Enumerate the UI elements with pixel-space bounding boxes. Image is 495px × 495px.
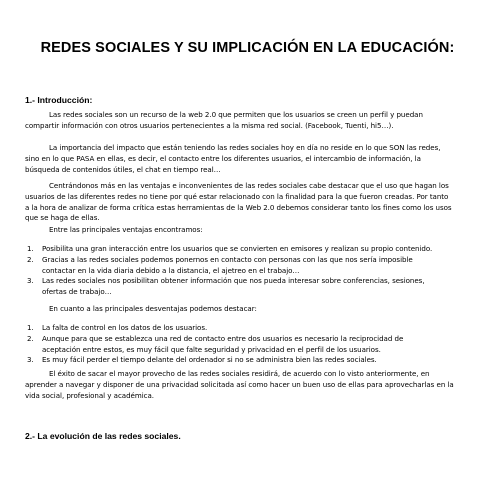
paragraph-2 (25, 143, 472, 175)
list-item (25, 323, 472, 334)
list-item (25, 244, 472, 255)
list-item-line: Posibilita una gran interacción entre los usuarios que se convierten en emisores y realizan su propio contenido. (42, 244, 433, 253)
paragraph-1-line: Las redes sociales son un recurso de la web 2.0 que permiten que los usuarios se creen un perfil y puedan (49, 110, 423, 119)
list-item-number: 1. (27, 323, 34, 332)
disadvantages-list (25, 323, 472, 366)
paragraph-6-line: vida social, profesional y académica. (25, 390, 154, 400)
advantages-list (25, 244, 472, 298)
paragraph-2-line: sino en lo que PASA en ellas, es decir, el contacto entre los diferentes usuarios, el intercambio de información, la (25, 153, 421, 163)
paragraph-4 (25, 225, 472, 236)
section-2-heading: 2.- La evolución de las redes sociales. (25, 431, 181, 441)
paragraph-3-line: Centrándonos más en las ventajas e inconvenientes de las redes sociales cabe destacar que el uso que hagan los (49, 181, 449, 190)
paragraph-2-line: búsqueda de contenidos útiles, el chat en tiempo real… (25, 164, 221, 174)
list-item-number: 2. (27, 254, 34, 264)
list-item-line: contactar en la vida diaria debido a la distancia, el ajetreo en el trabajo… (42, 265, 300, 275)
paragraph-2-line: La importancia del impacto que están teniendo las redes sociales hoy en día no reside en lo que SON las redes, (49, 143, 441, 152)
list-item-line: aceptación entre estos, es muy fácil que falte seguridad y privacidad en el perfil de los usuarios. (42, 344, 381, 354)
list-item (25, 276, 472, 298)
paragraph-3-line: a la hora de analizar de forma crítica estas herramientas de la Web 2.0 debemos considerar tanto los fines como los usos (25, 202, 452, 212)
list-item-line: La falta de control en los datos de los usuarios. (42, 323, 208, 332)
section-1-heading: 1.- Introducción: (25, 95, 93, 105)
paragraph-3-line: que se haga de ellas. (25, 213, 100, 223)
list-item-number: 1. (27, 244, 34, 253)
paragraph-6-line: El éxito de sacar el mayor provecho de las redes sociales residirá, de acuerdo con lo visto anteriormente, en (49, 369, 430, 378)
list-item (25, 255, 472, 277)
list-item-line: Gracias a las redes sociales podemos ponernos en contacto con personas con las que nos sería imposible (42, 254, 413, 264)
paragraph-4-text: Entre las principales ventajas encontramos: (49, 225, 203, 234)
paragraph-5 (25, 304, 472, 315)
paragraph-6-line: aprender a navegar y disponer de una privacidad solicitada así como hacer un buen uso de ellas para aprovecharlas en la (25, 379, 454, 389)
document-title: REDES SOCIALES Y SU IMPLICACIÓN EN LA EDUCACIÓN: (40, 40, 455, 56)
paragraph-1 (25, 110, 472, 132)
list-item (25, 334, 472, 356)
paragraph-6 (25, 369, 472, 401)
paragraph-3-line: usuarios de las diferentes redes no tiene por qué estar relacionado con la finalidad para la que fueron creadas. Por tanto (25, 191, 449, 201)
paragraph-3 (25, 181, 472, 224)
list-item (25, 355, 472, 366)
list-item-line: ofertas de trabajo… (42, 287, 112, 297)
list-item-number: 3. (27, 355, 34, 365)
list-item-number: 3. (27, 276, 34, 286)
list-item-number: 2. (27, 333, 34, 343)
list-item-line: Las redes sociales nos posibilitan obtener información que nos pueda interesar sobre conferencias, sesiones, (42, 276, 425, 286)
paragraph-1-line: compartir información con otros usuarios pertenecientes a la misma red social. (Facebook, Tuenti, hi5…). (25, 120, 394, 130)
list-item-line: Aunque para que se establezca una red de contacto entre dos usuarios es necesario la reciprocidad de (42, 333, 404, 343)
list-item-line: Es muy fácil perder el tiempo delante del ordenador si no se administra bien las redes sociales. (42, 355, 377, 365)
paragraph-5-text: En cuanto a las principales desventajas podemos destacar: (49, 304, 257, 313)
